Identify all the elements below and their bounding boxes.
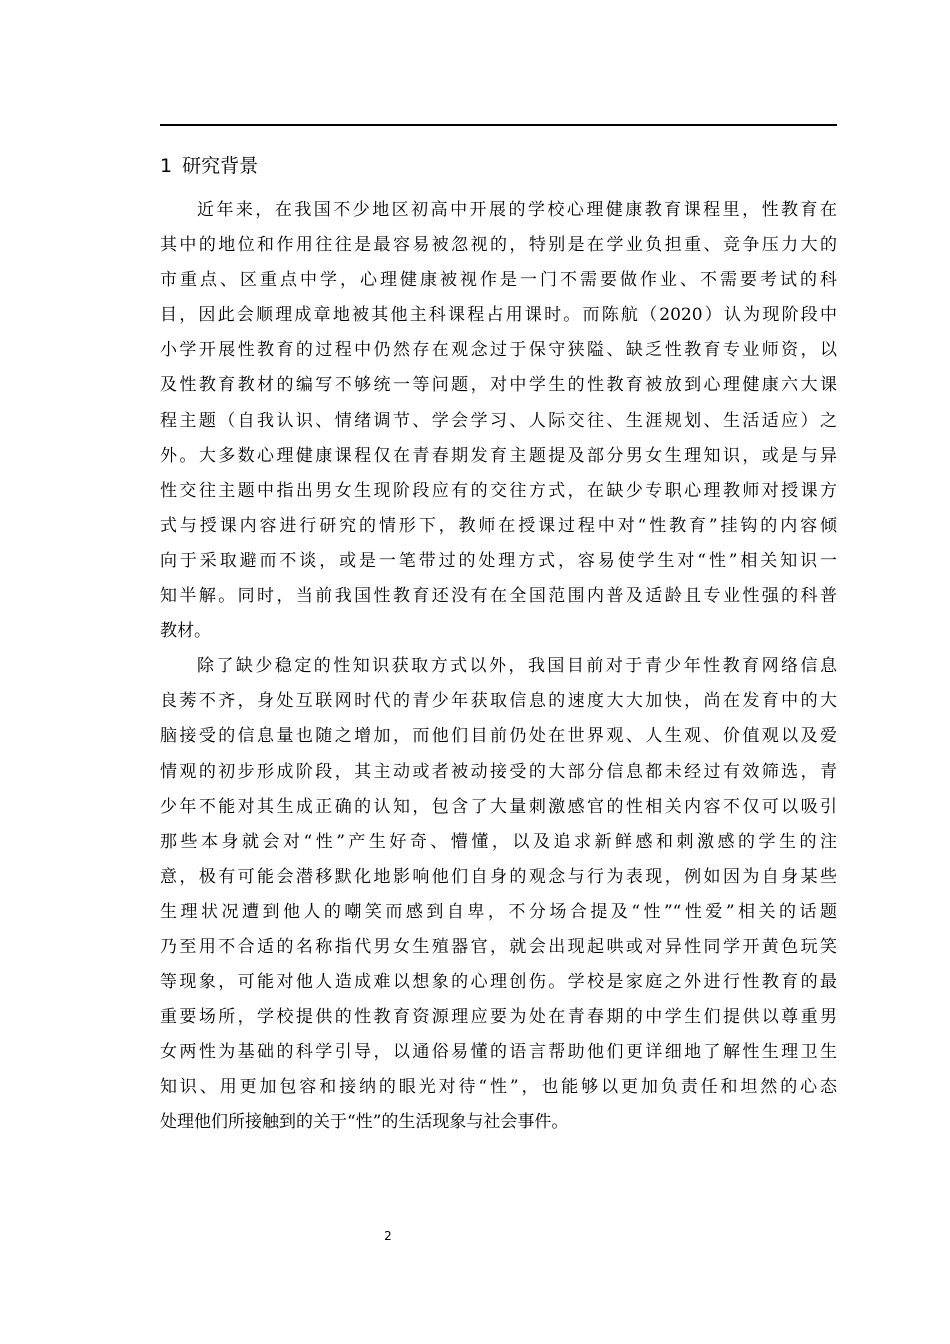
- paragraph-line: 除了缺少稳定的性知识获取方式以外，我国目前对于青少年性教育网络信息: [197, 656, 837, 677]
- paragraph-line: 向于采取避而不谈，或是一笔带过的处理方式，容易使学生对“性”相关知识一: [160, 550, 837, 571]
- paragraph-line: 知半解。同时，当前我国性教育还没有在全国范围内普及适龄且专业性强的科普: [160, 586, 837, 607]
- paragraph-line: 脑接受的信息量也随之增加，而他们目前仍处在世界观、人生观、价值观以及爱: [160, 726, 837, 747]
- paragraph-line: 处理他们所接触到的关于“性”的生活现象与社会事件。: [160, 1112, 569, 1133]
- paragraph-line: 近年来，在我国不少地区初高中开展的学校心理健康教育课程里，性教育在: [197, 200, 837, 220]
- paragraph-line: 目，因此会顺理成章地被其他主科课程占用课时。而陈航（2020）认为现阶段中: [160, 305, 837, 326]
- paragraph-2: [160, 649, 837, 1140]
- paragraph-line: 其中的地位和作用往往是最容易被忽视的，特别是在学业负担重、竞争压力大的: [160, 235, 837, 256]
- paragraph-line: 及性教育教材的编写不够统一等问题，对中学生的性教育被放到心理健康六大课: [160, 375, 837, 396]
- paragraph-line: 重要场所，学校提供的性教育资源理应要为处在青春期的中学生们提供以尊重男: [160, 1007, 837, 1028]
- paragraph-line: 小学开展性教育的过程中仍然存在观念过于保守狭隘、缺乏性教育专业师资，以: [160, 340, 837, 361]
- section-heading: [160, 152, 837, 180]
- paragraph-line: 教材。: [160, 621, 211, 642]
- paragraph-1: [160, 193, 837, 649]
- paragraph-line: 式与授课内容进行研究的情形下，教师在授课过程中对“性教育”挂钩的内容倾: [160, 515, 837, 536]
- section-title: 研究背景: [182, 155, 259, 177]
- paragraph-line: 市重点、区重点中学，心理健康被视作是一门不需要做作业、不需要考试的科: [160, 270, 837, 291]
- paragraph-line: 生理状况遭到他人的嘲笑而感到自卑，不分场合提及“性”“性爱”相关的话题: [160, 901, 837, 922]
- paragraph-line: 性交往主题中指出男女生现阶段应有的交往方式，在缺少专职心理教师对授课方: [160, 480, 837, 501]
- section-number: 1: [160, 155, 173, 177]
- paragraph-line: 良莠不齐，身处互联网时代的青少年获取信息的速度大大加快，尚在发育中的大: [160, 691, 837, 712]
- paragraph-line: 意，极有可能会潜移默化地影响他们自身的观念与行为表现，例如因为自身某些: [160, 866, 837, 887]
- paragraph-line: 少年不能对其生成正确的认知，包含了大量刺激感官的性相关内容不仅可以吸引: [160, 796, 837, 817]
- body-text: [160, 193, 837, 1141]
- paragraph-line: 等现象，可能对他人造成难以想象的心理创伤。学校是家庭之外进行性教育的最: [160, 972, 837, 993]
- header-rule: [160, 124, 837, 126]
- paragraph-line: 外。大多数心理健康课程仅在青春期发育主题提及部分男女生理知识，或是与异: [160, 445, 837, 466]
- paragraph-line: 情观的初步形成阶段，其主动或者被动接受的大部分信息都未经过有效筛选，青: [160, 761, 837, 782]
- paragraph-line: 女两性为基础的科学引导，以通俗易懂的语言帮助他们更详细地了解性生理卫生: [160, 1042, 837, 1063]
- paragraph-line: 知识、用更加包容和接纳的眼光对待“性”，也能够以更加负责任和坦然的心态: [160, 1077, 837, 1098]
- paragraph-line: 乃至用不合适的名称指代男女生殖器官，就会出现起哄或对异性同学开黄色玩笑: [160, 936, 837, 957]
- paragraph-line: 那些本身就会对“性”产生好奇、懵懂，以及追求新鲜感和刺激感的学生的注: [160, 831, 837, 852]
- paragraph-line: 程主题（自我认识、情绪调节、学会学习、人际交往、生涯规划、生活适应）之: [160, 410, 837, 431]
- page-number: 2: [384, 1229, 392, 1243]
